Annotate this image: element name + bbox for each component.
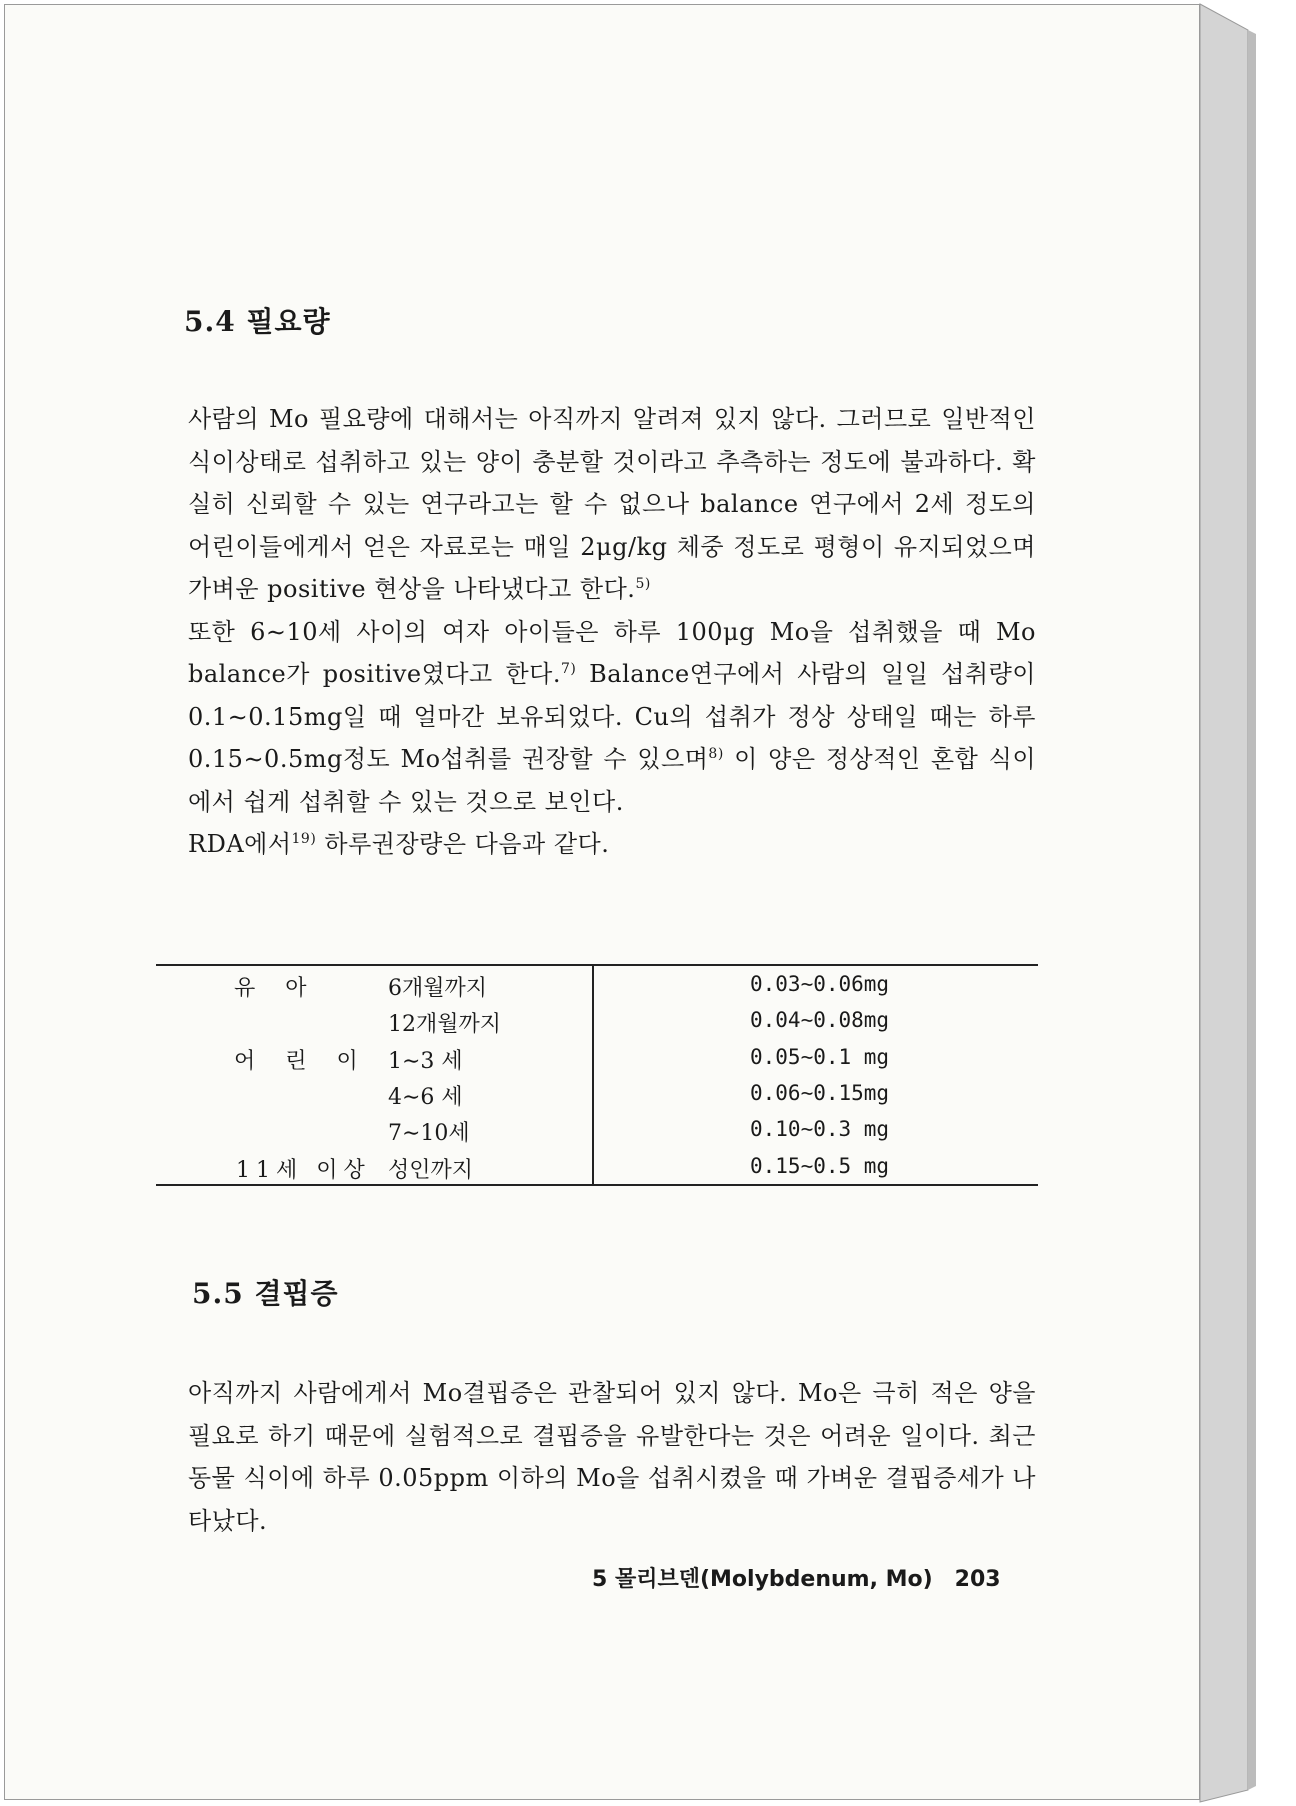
- section-requirement-body: [188, 398, 1036, 866]
- table-cell-age: 1∼3 세: [388, 1048, 463, 1074]
- table-cell-value: 0.15∼0.5 mg: [750, 1153, 890, 1178]
- table-cell-value: 0.10∼0.3 mg: [750, 1117, 890, 1142]
- table-cell-group: 11세 이상: [236, 1157, 371, 1183]
- paragraph-requirement-1: 사람의 Mo 필요량에 대해서는 아직까지 알려져 있지 않다. 그러므로 일반적인 식이상태로 섭취하고 있는 양이 충분할 것이라고 추측하는 정도에 불과하다. 확실히 신뢰할 수 있는 연구라고는 할 수 없으나 balance 연구에서 2세 정도의 어린이들에게서 얻은 자료로는 매일 2μg/kg 체중 정도로 평형이 유지되었으며 가벼운 positive 현상을 나타냈다고 한다.$^{5)}$: [188, 405, 1036, 603]
- footnote-ref: 19): [291, 831, 317, 847]
- table-cell-group: 어린이: [234, 1048, 388, 1074]
- footnote-ref: 8): [708, 746, 724, 762]
- paragraph-deficiency-1: 아직까지 사람에게서 Mo결핍증은 관찰되어 있지 않다. Mo은 극히 적은 양을 필요로 하기 때문에 실험적으로 결핍증을 유발한다는 것은 어려운 일이다. 최근 동물 식이에 하루 0.05ppm 이하의 Mo을 섭취시켰을 때 가벼운 결핍증세가 나타났다.: [188, 1379, 1036, 1535]
- table-cell-value: 0.06∼0.15mg: [750, 1081, 890, 1106]
- table-row: [156, 1039, 1038, 1075]
- page-footer: [592, 1562, 1001, 1593]
- table-cell-age: 7∼10세: [388, 1121, 470, 1147]
- paragraph-rda-intro: RDA에서$^{19)}$ 하루권장량은 다음과 같다.: [188, 830, 610, 858]
- table-row: [156, 1111, 1038, 1147]
- section-deficiency-body: [188, 1372, 1036, 1542]
- table-row: [156, 1002, 1038, 1038]
- table-cell-value: 0.04∼0.08mg: [750, 1008, 890, 1033]
- footnote-ref: 7): [560, 661, 577, 677]
- table-row: [156, 1147, 1038, 1184]
- paragraph-requirement-2: 또한 6∼10세 사이의 여자 아이들은 하루 100μg Mo을 섭취했을 때 Mo balance가 positive였다고 한다.$^{7)}$ Balance연구에서 사람의 일일 섭취량이 0.1∼0.15mg일 때 얼마간 보유되었다. Cu의 섭취가 정상 상태일 때는 하루 0.15∼0.5mg정도 Mo섭취를 권장할 수 있으며$^{8)}$ 이 양은 정상적인 혼합 식이에서 쉽게 섭취할 수 있는 것으로 보인다.: [188, 617, 1036, 816]
- table-cell-age: 12개월까지: [388, 1012, 502, 1038]
- running-footer-chapter: 5 몰리브덴(Molybdenum, Mo): [592, 1567, 933, 1592]
- table-row: [156, 965, 1038, 1002]
- table-cell-value: 0.05∼0.1 mg: [750, 1044, 890, 1069]
- section-heading-deficiency: 5.5 결핍증: [192, 1277, 339, 1310]
- table-cell-age: 4∼6 세: [388, 1085, 463, 1111]
- page-number: 203: [954, 1567, 1001, 1592]
- section-heading-requirement: 5.4 필요량: [184, 305, 331, 338]
- table-cell-age: 6개월까지: [388, 976, 488, 1002]
- table-cell-age: 성인까지: [388, 1157, 474, 1183]
- table-cell-group: 유아: [234, 976, 337, 1002]
- footnote-ref: 5): [635, 576, 651, 592]
- table-row: [156, 1075, 1038, 1111]
- table-cell-value: 0.03∼0.06mg: [750, 972, 890, 997]
- rda-table: [156, 964, 1038, 1186]
